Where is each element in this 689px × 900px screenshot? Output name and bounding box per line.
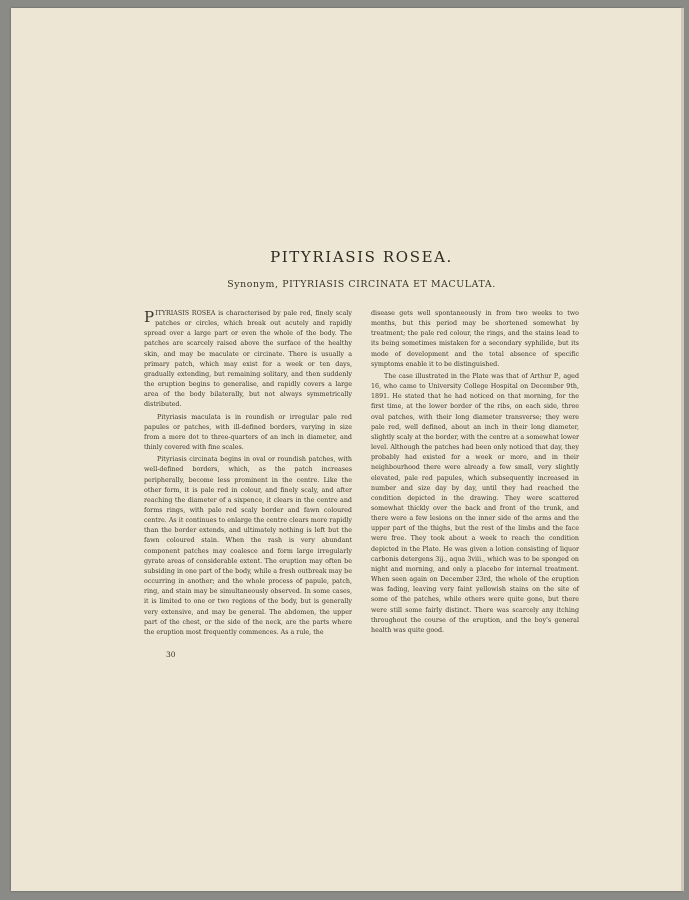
paragraph: Pityriasis maculata is in roundish or irregular pale red papules or patches, with ill-defined borders, varying in size from a mere dot to three-quarters of an inch in diameter, and thinly covered with fine scales. (144, 413, 352, 452)
article-subtitle: Synonym, PITYRIASIS CIRCINATA ET MACULATA. (227, 279, 496, 290)
paragraph: disease gets well spontaneously in from two weeks to two months, but this period may be shortened somewhat by treatment; the pale red colour, the rings, and the stains lead to its being sometimes mistaken for a secondary syphilide, but its mode of development and the total absence of specific symptoms enable it to be distinguished. (371, 310, 579, 368)
page-number: 30 (166, 650, 176, 659)
paragraph: The case illustrated in the Plate was that of Arthur P., aged 16, who came to University College Hospital on December 9th, 1891. He stated that he had noticed on that morning, for the first time, at the lower border of the ribs, on each side, three oval patches, with their long diameter transverse; they were pale red, well defined, about an inch in their long diameter, slightly scaly at the border, with the centre at a somewhat lower level. Although the patches had been only noticed that day, they probably had existed for a week or more, and in their neighbourhood there were already a few small, very slightly elevated, pale red papules, which subsequently increased in number and size day by day, until they had reached the condition depicted in the drawing. They were scattered somewhat thickly over the back and front of the trunk, and there were a few lesions on the inner side of the arms and the upper part of the thighs, but the rest of the limbs and the face were free. They took about a week to reach the condition depicted in the Plate. He was given a lotion consisting of liquor carbonis detergens 3ij., aqua 3viii., which was to be sponged on night and morning, and only a placebo for internal treatment. When seen again on December 23rd, the whole of the eruption was fading, leaving very faint yellowish stains on the site of some of the patches, while others were quite gone, but there were still some fairly distinct. There was scarcely any itching throughout the course of the eruption, and the boy's general health was quite good. (371, 372, 579, 634)
paragraph-text: ITYRIASIS ROSEA is characterised by pale red, finely scaly patches or circles, which break out acutely and rapidly spread over a large part or even the whole of the body. The patches are scarcely raised above the surface of the healthy skin, and may be maculate or circinate. There is usually a primary patch, which may exist for a week or ten days, gradually extending, but remaining solitary, and then suddenly the eruption begins to generalise, and rapidly covers a large area of the body bilaterally, but not always symmetrically distributed. (144, 310, 352, 409)
article (144, 248, 579, 679)
left-column (144, 309, 352, 640)
sheet-edge (681, 8, 684, 891)
paragraph (144, 309, 352, 411)
paragraph: Pityriasis circinata begins in oval or roundish patches, with well-defined borders, which, as the patch increases peripherally, become less prominent in the centre. Like the other form, it is pale red in colour, and finely scaly, and after reaching the diameter of a sixpence, it clears in the centre and forms rings, with pale red scaly border and fawn coloured centre. As it continues to enlarge the centre clears more rapidly than the border extends, and ultimately nothing is left but the fawn coloured stain. When the rash is very abundant component patches may coalesce and form large irregularly gyrate areas of considerable extent. The eruption may often be subsiding in one part of the body, while a fresh outbreak may be occurring in another; and the whole process of papule, patch, ring, and stain may be simultaneously observed. In some cases, it is limited to one or two regions of the body, but is generally very extensive, and may be general. The abdomen, the upper part of the chest, or the side of the neck, are the parts where the eruption most frequently commences. As a rule, the (144, 456, 352, 636)
page-sheet (11, 8, 681, 891)
right-column (371, 309, 579, 638)
article-title: PITYRIASIS ROSEA. (270, 248, 453, 266)
text-columns (144, 309, 579, 679)
drop-cap: P (144, 308, 155, 326)
